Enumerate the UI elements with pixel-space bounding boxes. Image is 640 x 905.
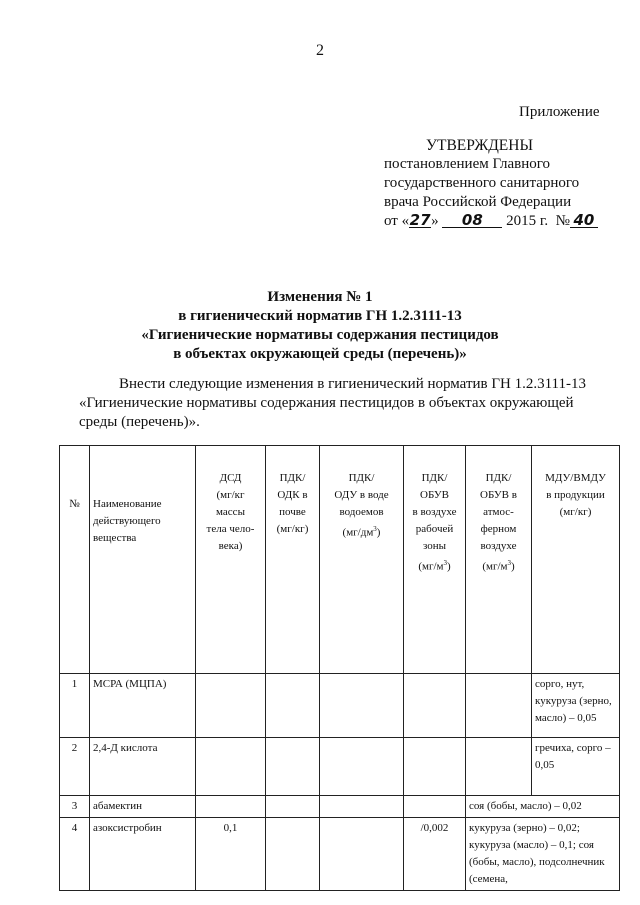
header-pdk-atm-6: $(мг/м^3)$ (482, 559, 515, 573)
header-mdu-1: МДУ/ВМДУ (545, 472, 606, 484)
header-pdk-work-5: зоны (422, 540, 447, 552)
header-mdu (532, 446, 620, 674)
atm-unit-superscript: 3 (507, 559, 511, 567)
handwritten-number: 40 (570, 213, 598, 228)
intro-line-1: Внести следующие изменения в гигиенический норматив ГН 1.2.3111-13 (119, 376, 586, 392)
table-row (60, 818, 620, 891)
row-pdk-work: /0,002 (404, 818, 466, 891)
approval-date-line (384, 212, 634, 231)
intro-line-2: «Гигиенические нормативы содержания пестицидов в объектах окружающей (79, 395, 574, 411)
header-dsd-1: ДСД (219, 472, 242, 484)
date-year: 2015 г. (506, 213, 549, 229)
header-pdk-soil-3: почве (279, 506, 306, 518)
row-dsd: 0,1 (196, 818, 266, 891)
header-pdk-work-4: рабочей (415, 523, 454, 535)
row-mdu: соя (бобы, масло) – 0,02 (466, 796, 620, 818)
row-dsd (196, 674, 266, 738)
header-dsd-5: века) (218, 540, 243, 552)
header-pdk-soil-2: ОДК в (277, 489, 308, 501)
header-dsd-2: (мг/кг (216, 489, 245, 501)
header-dsd-3: массы (216, 506, 245, 518)
header-pdk-water (320, 446, 404, 674)
row-mdu: гречиха, сорго – 0,05 (532, 738, 620, 796)
row-num: 1 (60, 674, 90, 738)
approval-heading: УТВЕРЖДЕНЫ (426, 137, 533, 154)
page-number: 2 (316, 42, 324, 59)
header-pdk-atm-1: ПДК/ (485, 472, 512, 484)
header-pdk-atm-5: воздухе (480, 540, 517, 552)
date-mid: » (431, 213, 439, 229)
header-pdk-soil-4: (мг/кг) (276, 523, 309, 535)
table-row (60, 796, 620, 818)
row-pdk-water (320, 674, 404, 738)
atm-unit: (мг/м (482, 560, 508, 573)
row-pdk-work (404, 738, 466, 796)
header-dsd (196, 446, 266, 674)
header-num: № (60, 446, 90, 674)
row-dsd (196, 738, 266, 796)
row-mdu: сорго, нут, кукуруза (зерно, масло) – 0,05 (532, 674, 620, 738)
header-name: Наименование действующего вещества (90, 446, 196, 674)
number-prefix: № (555, 213, 570, 229)
approval-line-1: постановлением Главного (384, 156, 551, 172)
header-mdu-3: (мг/кг) (559, 506, 592, 518)
water-unit-superscript: 3 (373, 525, 377, 533)
header-pdk-atm-3: атмос- (483, 506, 514, 518)
row-pdk-work (404, 796, 466, 818)
row-pdk-soil (266, 796, 320, 818)
row-pdk-water (320, 796, 404, 818)
row-pdk-atm (466, 738, 532, 796)
table-row (60, 674, 620, 738)
row-pdk-soil (266, 818, 320, 891)
title-line-4: в объектах окружающей среды (перечень)» (173, 346, 467, 362)
header-pdk-soil-1: ПДК/ (279, 472, 306, 484)
intro-paragraph (79, 375, 596, 432)
row-pdk-water (320, 738, 404, 796)
header-pdk-soil (266, 446, 320, 674)
date-prefix: от « (384, 213, 410, 229)
header-pdk-atm (466, 446, 532, 674)
title-line-1: Изменения № 1 (267, 289, 373, 305)
appendix-label: Приложение (519, 104, 600, 120)
handwritten-month: 08 (442, 213, 502, 228)
row-substance: 2,4-Д кислота (90, 738, 196, 796)
header-pdk-work-1: ПДК/ (421, 472, 448, 484)
header-pdk-water-1: ПДК/ (348, 472, 375, 484)
header-pdk-work-3: в воздухе (412, 506, 457, 518)
pesticide-table (59, 445, 620, 891)
work-unit: (мг/м (418, 560, 444, 573)
header-pdk-atm-2: ОБУВ в (480, 489, 517, 501)
header-pdk-water-2: ОДУ в воде (334, 489, 389, 501)
row-pdk-soil (266, 738, 320, 796)
table-header-row (60, 446, 620, 674)
row-substance: абамектин (90, 796, 196, 818)
title-line-3: «Гигиенические нормативы содержания пестицидов (141, 327, 499, 343)
header-pdk-water-4: $(мг/дм^3)$ (342, 525, 381, 539)
table-row (60, 738, 620, 796)
document-title (0, 288, 640, 364)
intro-line-3: среды (перечень)». (79, 414, 200, 430)
row-pdk-water (320, 818, 404, 891)
header-pdk-water-3: водоемов (339, 506, 384, 518)
work-unit-superscript: 3 (443, 559, 447, 567)
row-num: 3 (60, 796, 90, 818)
header-pdk-atm-4: ферном (480, 523, 517, 535)
handwritten-day: 27 (409, 211, 431, 229)
approval-line-2: государственного санитарного (384, 175, 580, 191)
approval-block (384, 136, 634, 231)
approval-line-3: врача Российской Федерации (384, 194, 572, 210)
row-dsd (196, 796, 266, 818)
header-mdu-2: в продукции (546, 489, 605, 501)
row-num: 4 (60, 818, 90, 891)
row-mdu: кукуруза (зерно) – 0,02; кукуруза (масло) – 0,1; соя (бобы, масло), подсолнечник (семена, (466, 818, 620, 891)
header-dsd-4: тела чело- (206, 523, 255, 535)
row-substance: МСРА (МЦПА) (90, 674, 196, 738)
row-pdk-atm (466, 674, 532, 738)
header-pdk-work-2: ОБУВ (420, 489, 449, 501)
water-unit: (мг/дм (342, 526, 374, 539)
title-line-2: в гигиенический норматив ГН 1.2.3111-13 (178, 308, 462, 324)
header-pdk-work-6: $(мг/м^3)$ (418, 559, 451, 573)
row-pdk-work (404, 674, 466, 738)
row-substance: азоксистробин (90, 818, 196, 891)
row-pdk-soil (266, 674, 320, 738)
row-num: 2 (60, 738, 90, 796)
header-pdk-work (404, 446, 466, 674)
